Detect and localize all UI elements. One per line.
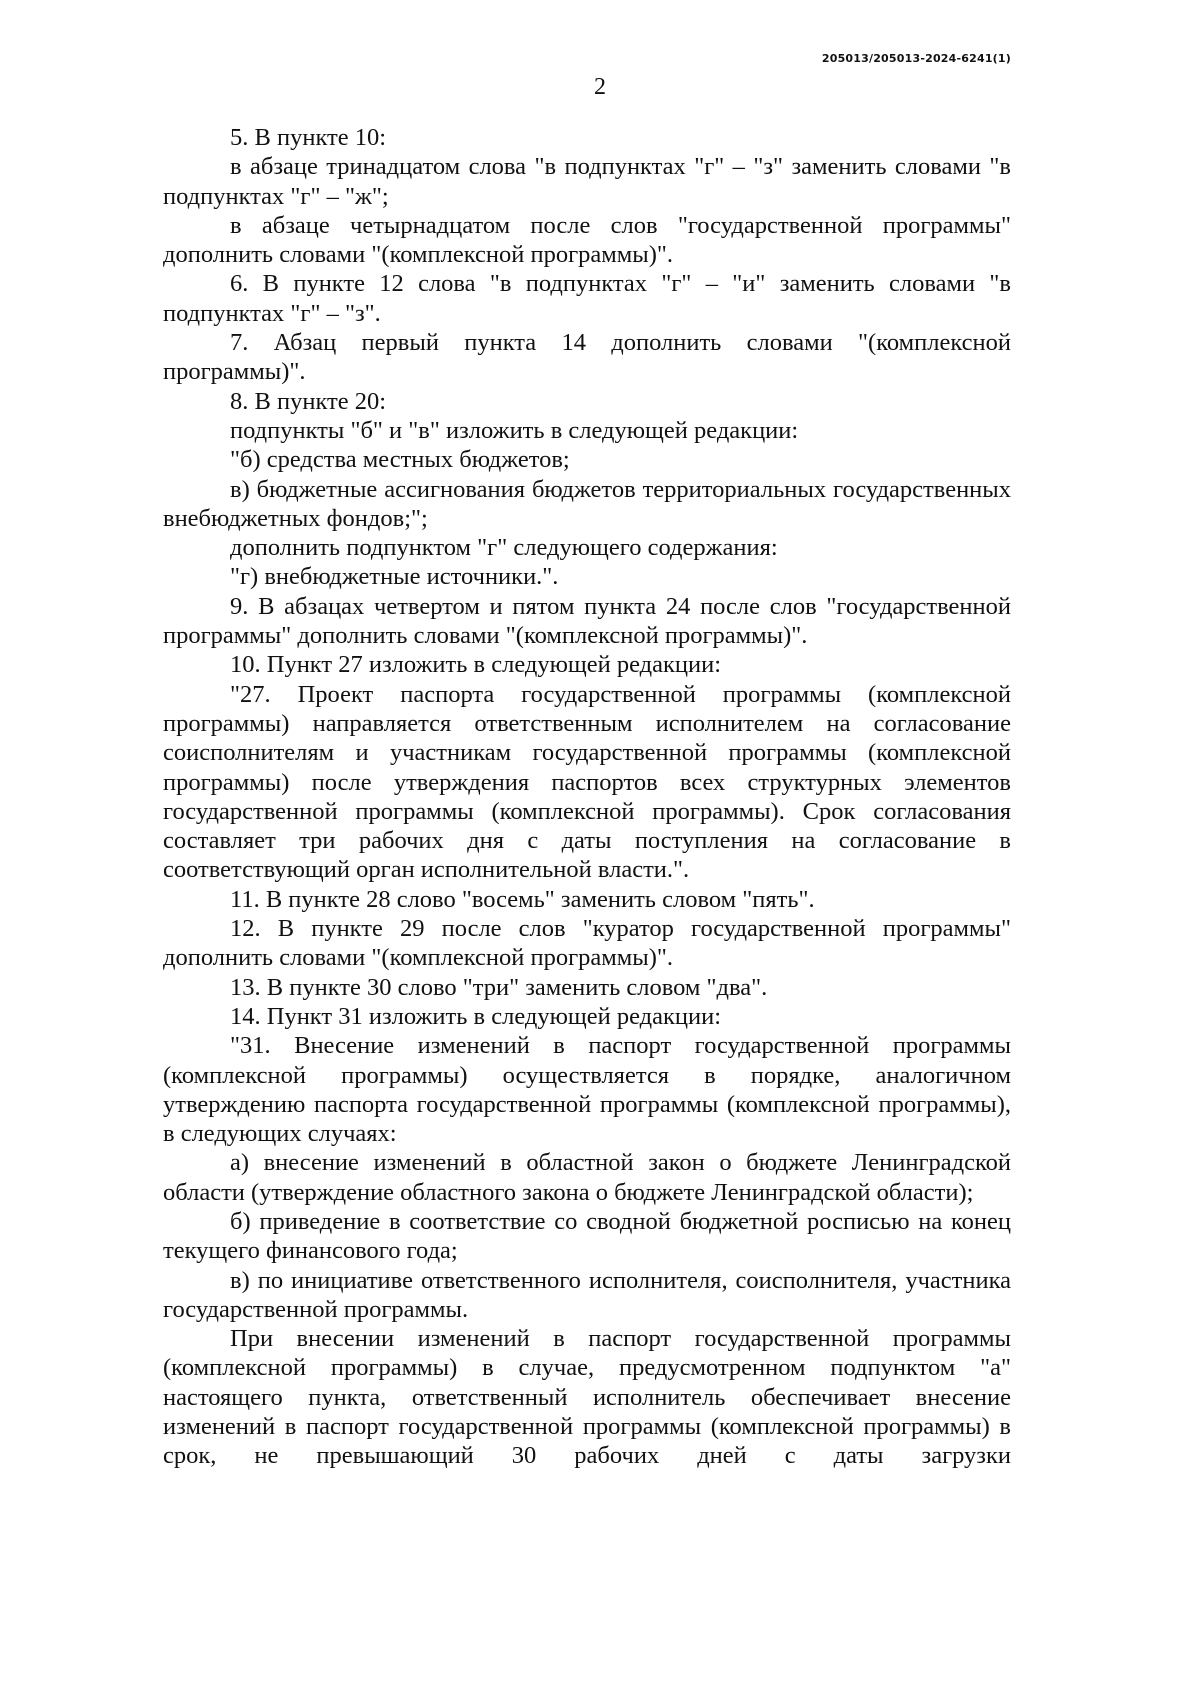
paragraph: "27. Проект паспорта государственной программы (комплексной программы) направляется ответственным исполнителем на согласование соисполнителям и участникам государственной программы (комплексной программы) после утверждения паспортов всех структурных элементов государственной программы (комплексной программы). Срок согласования составляет три рабочих дня с даты поступления на согласование в соответствующий орган исполнительной власти.". [163,680,1011,884]
paragraph: 11. В пункте 28 слово "восемь" заменить словом "пять". [230,885,815,913]
paragraph: а) внесение изменений в областной закон о бюджете Ленинградской области (утверждение областного закона о бюджете Ленинградской области); [163,1149,1011,1206]
paragraph: в абзаце тринадцатом слова "в подпунктах "г" – "з" заменить словами "в подпунктах "г" – "ж"; [163,153,1011,210]
paragraph: 8. В пункте 20: [230,387,387,415]
paragraph: в абзаце четырнадцатом после слов "государственной программы" дополнить словами "(комплексной программы)". [163,211,1011,269]
paragraph-continued: При внесении изменений в паспорт государственной программы (комплексной программы) в случае, предусмотренном подпунктом "а" настоящего пункта, ответственный исполнитель обеспечивает внесение изменений в паспорт государственной программы (комплексной программы) в срок, не превышающий 30 рабочих дней с даты загрузки [163,1325,1011,1470]
paragraph: 9. В абзацах четвертом и пятом пункта 24 после слов "государственной программы" дополнить словами "(комплексной программы)". [163,592,1011,650]
paragraph: "г) внебюджетные источники.". [230,563,559,591]
paragraph: 6. В пункте 12 слова "в подпунктах "г" – "и" заменить словами "в подпунктах "г" – "з". [163,270,1011,327]
paragraph: 14. Пункт 31 изложить в следующей редакции: [230,1002,722,1030]
paragraph: в) бюджетные ассигнования бюджетов территориальных государственных внебюджетных фондов;"; [163,475,1011,532]
paragraph: "б) средства местных бюджетов; [230,446,570,474]
paragraph: 12. В пункте 29 после слов "куратор государственной программы" дополнить словами "(комплексной программы)". [163,915,1011,972]
paragraph: б) приведение в соответствие со сводной бюджетной росписью на конец текущего финансового года; [163,1207,1011,1265]
paragraph: "31. Внесение изменений в паспорт государственной программы (комплексной программы) осуществляется в порядке, аналогичном утверждению паспорта государственной программы (комплексной программы), в следующих случаях: [163,1032,1011,1148]
paragraph: 5. В пункте 10: [230,124,387,151]
document-body [163,123,1011,1471]
page-number: 2 [594,74,606,100]
paragraph: 10. Пункт 27 изложить в следующей редакции: [230,651,722,679]
paragraph: дополнить подпунктом "г" следующего содержания: [230,534,778,562]
paragraph: 13. В пункте 30 слово "три" заменить словом "два". [230,973,768,1001]
document-registration-code: 205013/205013-2024-6241(1) [821,52,1011,65]
paragraph: 7. Абзац первый пункта 14 дополнить словами "(комплексной программы)". [163,329,1011,386]
paragraph: в) по инициативе ответственного исполнителя, соисполнителя, участника государственной программы. [163,1266,1011,1323]
paragraph: подпункты "б" и "в" изложить в следующей редакции: [230,416,799,444]
